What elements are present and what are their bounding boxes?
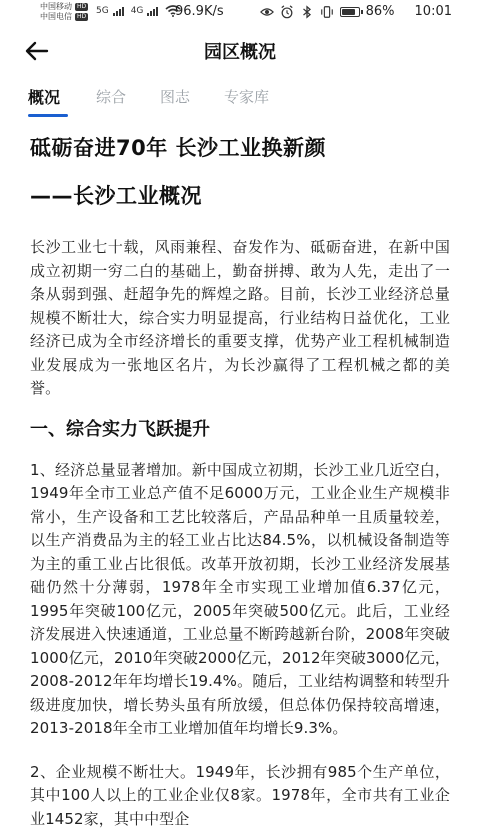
article-title: 砥砺奋进70年 长沙工业换新颜: [30, 124, 450, 172]
article-subtitle: ——长沙工业概况: [30, 172, 450, 220]
eye-icon: [260, 5, 274, 19]
carrier-info: [40, 2, 88, 22]
battery-fill: [342, 9, 355, 15]
signal-icon: [147, 6, 161, 16]
tab-overview[interactable]: 概况: [28, 85, 60, 108]
network-4g-label: 4G: [131, 6, 144, 16]
vibrate-icon: [320, 5, 334, 19]
article-content: [30, 124, 450, 831]
tab-chronicle[interactable]: 图志: [160, 86, 190, 107]
paragraph-economic-output: 1、经济总量显著增加。新中国成立初期，长沙工业几近空白，1949年全市工业总产值不足6000万元，工业企业生产规模非常小，生产设备和工艺比较落后，产品品种单一且质量较差，以生产消费品为主的轻工业占比达84.5%，以机械设备制造等为主的重工业占比很低。改革开放初期，长沙工业经济发展基础仍然十分薄弱，1978年全市实现工业增加值6.37亿元，1995年突破100亿元，2005年突破500亿元。此后，工业经济发展进入快速通道，工业总量不断跨越新台阶，2008年突破1000亿元，2010年突破2000亿元，2012年突破3000亿元，2008-2012年年均增长19.4%。随后，工业结构调整和转型升级进度加快，增长势头虽有所放缓，但总体仍保持较高增速，2013-2018年全市工业增加值年均增长9.3%。: [30, 459, 450, 741]
hd-badge: HD: [75, 3, 88, 11]
network-5g-label: 5G: [96, 6, 109, 16]
battery-percent: 86%: [366, 4, 395, 19]
paragraph-enterprise-scale: 2、企业规模不断壮大。1949年，长沙拥有985个生产单位，其中100人以上的工业企业仅8家。1978年，全市共有工业企业1452家，其中中型企: [30, 761, 450, 831]
tab-bar: [0, 80, 480, 120]
status-bar: [0, 0, 480, 26]
carrier-1-label: 中国移动: [40, 2, 72, 12]
network-icons: [96, 5, 181, 17]
navigation-bar: [0, 26, 480, 76]
network-speed: 96.9K/s: [175, 4, 224, 19]
battery-icon: [340, 7, 360, 17]
clock: 10:01: [415, 4, 452, 19]
hd-badge: HD: [75, 13, 88, 21]
page-title: 园区概况: [0, 38, 480, 64]
alarm-icon: [280, 5, 294, 19]
tab-comprehensive[interactable]: 综合: [96, 86, 126, 107]
status-right: [260, 4, 452, 19]
carrier-2-label: 中国电信: [40, 12, 72, 22]
intro-paragraph: 长沙工业七十载，风雨兼程、奋发作为、砥砺奋进，在新中国成立初期一穷二白的基础上，勤奋拼搏、敢为人先，走出了一条从弱到强、赶超争先的辉煌之路。目前，长沙工业经济总量规模不断壮大，综合实力明显提高，行业结构日益优化，工业经济已成为全市经济增长的重要支撑，优势产业工程机械制造业发展成为一张地区名片，为长沙赢得了工程机械之都的美誉。: [30, 236, 450, 401]
bluetooth-icon: [300, 5, 314, 19]
active-tab-indicator: [28, 114, 68, 117]
section-heading: 一、综合实力飞跃提升: [30, 417, 450, 443]
signal-icon: [113, 6, 127, 16]
tab-expert-library[interactable]: 专家库: [224, 86, 269, 107]
